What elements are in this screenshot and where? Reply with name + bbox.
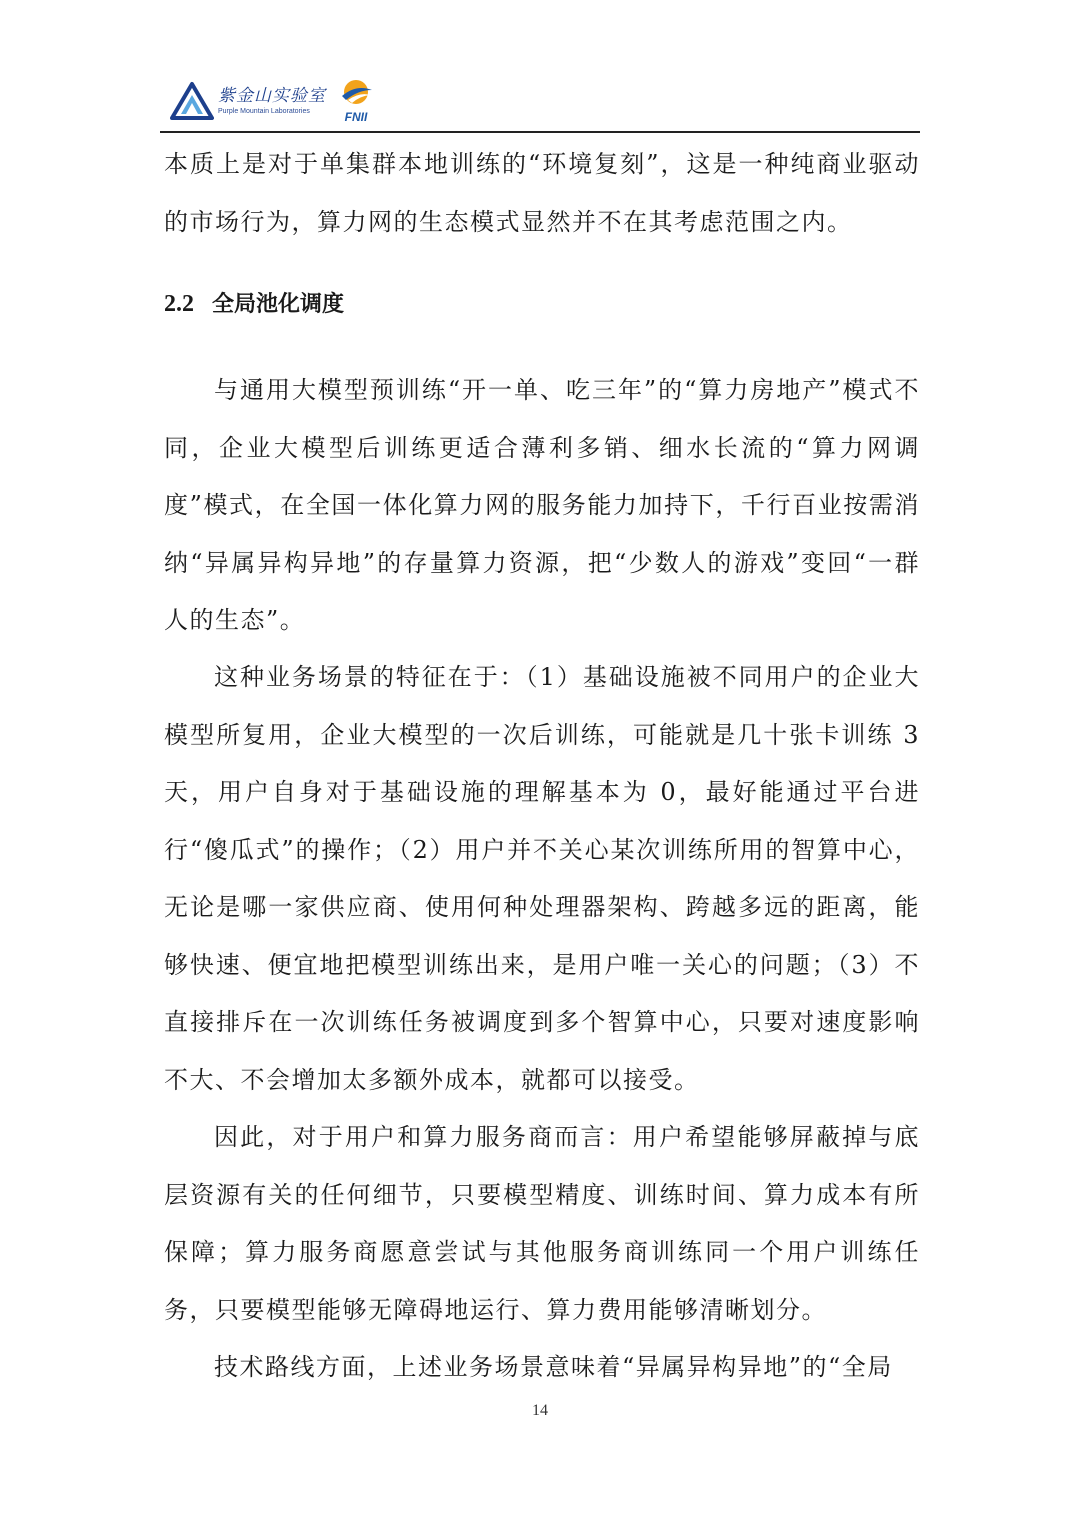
lab-name-en: Purple Mountain Laboratories: [218, 108, 310, 115]
purple-mountain-logo-icon: [170, 81, 214, 121]
paragraph: 技术路线方面，上述业务场景意味着“异属异构异地”的“全局: [214, 1353, 893, 1381]
paragraph: 因此，对于用户和算力服务商而言：用户希望能够屏蔽掉与底层资源有关的任何细节，只要模型精度、训练时间、算力成本有所保障；算力服务商愿意尝试与其他服务商训练同一个用户训练任务，只要模型能够无障碍地运行、算力费用能够清晰划分。: [164, 1123, 920, 1324]
paragraph: 与通用大模型预训练“开一单、吃三年”的“算力房地产”模式不同，企业大模型后训练更适合薄利多销、细水长流的“算力网调度”模式，在全国一体化算力网的服务能力加持下，千行百业按需消纳“异属异构异地”的存量算力资源，把“少数人的游戏”变回“一群人的生态”。: [164, 376, 920, 634]
lab-name-cn: 紫金山实验室: [218, 86, 326, 106]
fnii-logo-text: FNII: [344, 110, 368, 124]
fnii-emblem-icon: [334, 78, 378, 108]
section-number: 2.2: [164, 291, 194, 317]
page-header: [160, 72, 920, 132]
lab-name: [218, 85, 326, 117]
paragraph-continued: 本质上是对于单集群本地训练的“环境复刻”，这是一种纯商业驱动的市场行为，算力网的生态模式显然并不在其考虑范围之内。: [164, 150, 920, 236]
paragraph: 这种业务场景的特征在于：（1）基础设施被不同用户的企业大模型所复用，企业大模型的一次后训练，可能就是几十张卡训练 3 天，用户自身对于基础设施的理解基本为 0，最好能通过平台进行“傻瓜式”的操作；（2）用户并不关心某次训练所用的智算中心，无论是哪一家供应商、使用何种处理器架构、跨越多远的距离，能够快速、便宜地把模型训练出来，是用户唯一关心的问题；（3）不直接排斥在一次训练任务被调度到多个智算中心，只要对速度影响不大、不会增加太多额外成本，就都可以接受。: [164, 663, 920, 1094]
page-number: 14: [532, 1402, 548, 1419]
section-heading: [164, 282, 344, 327]
section-title: 全局池化调度: [212, 292, 345, 317]
header-logos: [170, 78, 378, 124]
header-divider: [160, 131, 920, 133]
fnii-logo: [334, 78, 378, 124]
